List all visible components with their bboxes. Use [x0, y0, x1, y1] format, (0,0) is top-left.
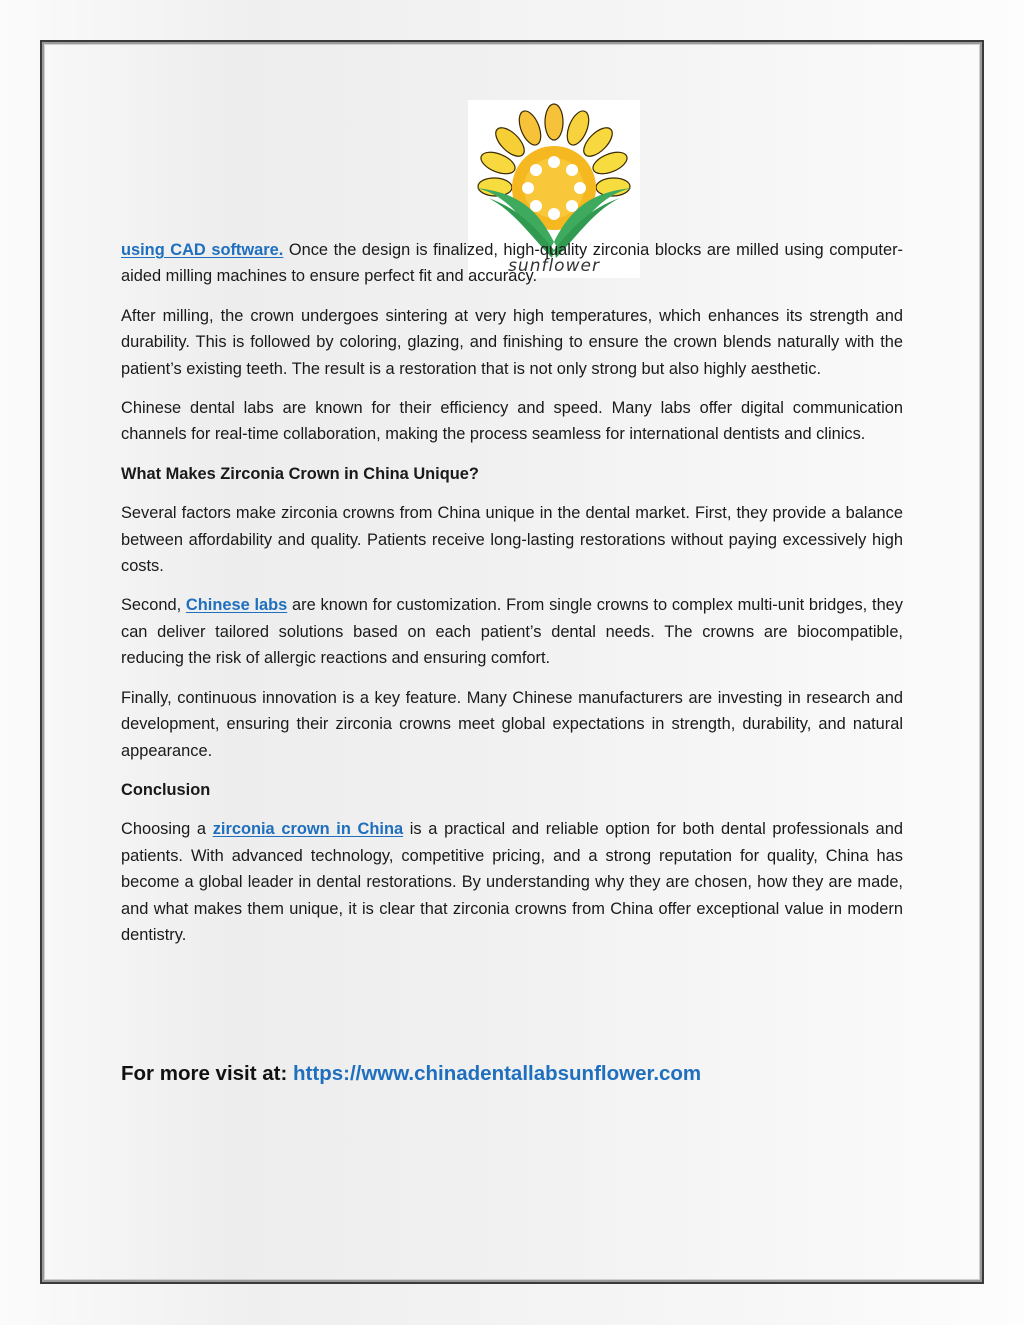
paragraph-conclusion	[121, 816, 903, 948]
footer-visit	[121, 1062, 701, 1086]
paragraph-cad-text: Once the design is finalized, high-quality zirconia blocks are milled using computer-aided milling machines to ensure perfect fit and accuracy.	[121, 241, 903, 286]
link-chinese-labs[interactable]: Chinese labs	[185, 596, 288, 615]
paragraph-cad	[121, 237, 903, 290]
footer-website-link[interactable]: https://www.chinadentallabsunflower.com	[293, 1062, 702, 1085]
paragraph-sintering: After milling, the crown undergoes sintering at very high temperatures, which enhances its strength and durability. This is followed by coloring, glazing, and finishing to ensure the crown blends naturally with the patient’s existing teeth. The result is a restoration that is not only strong but also highly aesthetic.	[121, 306, 903, 378]
logo-wordmark: sunflower	[508, 256, 600, 276]
link-cad-software[interactable]: using CAD software.	[121, 241, 284, 259]
paragraph-efficiency: Chinese dental labs are known for their efficiency and speed. Many labs offer digital communication channels for real-time collaboration, making the process seamless for international dentists and clinics.	[121, 399, 903, 444]
footer-visit-label: For more visit at:	[121, 1062, 294, 1085]
paragraph-conclusion-lead: Choosing a	[121, 820, 213, 839]
link-zirconia-crown-china[interactable]: zirconia crown in China	[212, 820, 404, 839]
article-body	[121, 237, 903, 961]
paragraph-conclusion-text: is a practical and reliable option for both dental professionals and patients. With advanced technology, competitive pricing, and a strong reputation for quality, China has become a global leader in dental restorations. By understanding why they are chosen, how they are made, and what makes them unique, it is clear that zirconia crowns from China offer exceptional value in modern dentistry.	[121, 820, 903, 944]
document-page	[40, 40, 984, 1284]
section-heading-unique: What Makes Zirconia Crown in China Unique?	[121, 464, 479, 483]
paragraph-customization-lead: Second,	[121, 596, 186, 615]
section-heading-conclusion: Conclusion	[121, 780, 211, 799]
paragraph-innovation: Finally, continuous innovation is a key feature. Many Chinese manufacturers are investing in research and development, ensuring their zirconia crowns meet global expectations in strength, durability, and natural appearance.	[121, 688, 903, 760]
paragraph-customization	[121, 592, 903, 671]
paragraph-factors: Several factors make zirconia crowns from China unique in the dental market. First, they provide a balance between affordability and quality. Patients receive long-lasting restorations without paying excessively high costs.	[121, 504, 903, 576]
paragraph-customization-text: are known for customization. From single crowns to complex multi-unit bridges, they can deliver tailored solutions based on each patient’s dental needs. The crowns are biocompatible, reducing the risk of allergic reactions and ensuring comfort.	[121, 596, 903, 668]
